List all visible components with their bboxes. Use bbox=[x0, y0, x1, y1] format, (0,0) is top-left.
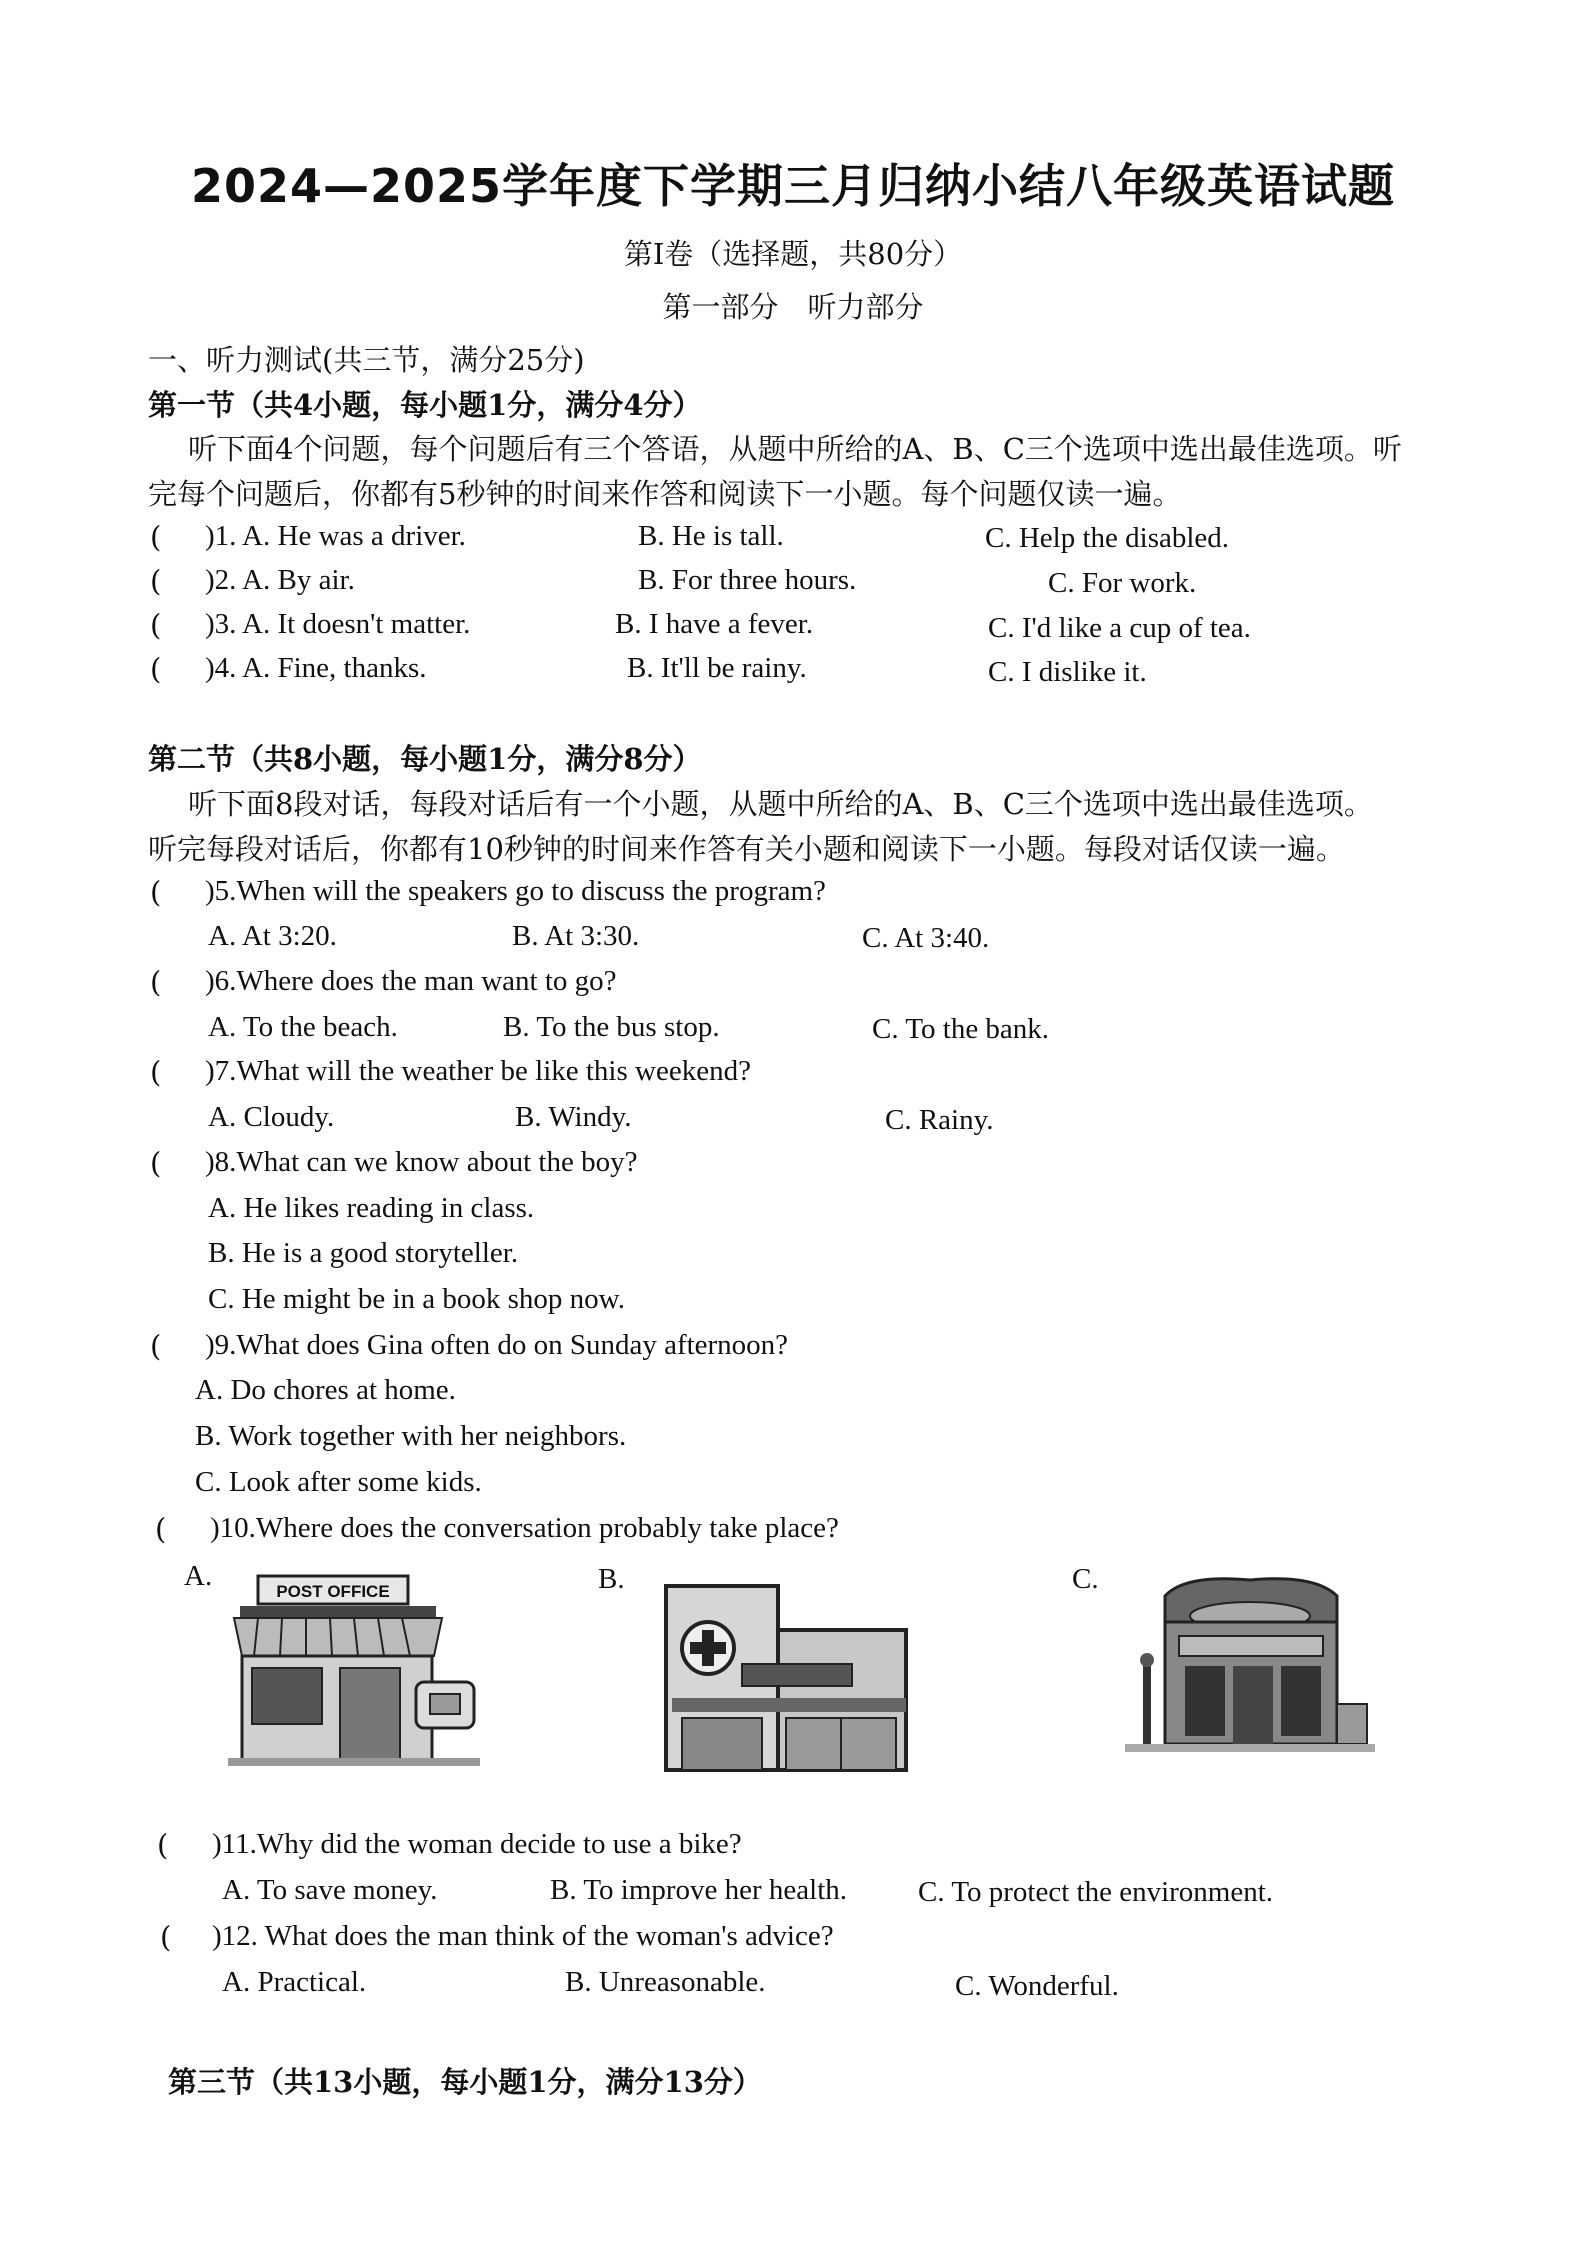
s1-instruction-line1: 听下面4个问题，每个问题后有三个答语，从题中所给的A、B、C三个选项中选出最佳选项。听 bbox=[188, 432, 1402, 466]
q6-option-c: C. To the bank. bbox=[872, 1013, 1050, 1045]
q9-stem: )9.What does Gina often do on Sunday afternoon? bbox=[205, 1329, 789, 1361]
q12-option-b: B. Unreasonable. bbox=[565, 1966, 766, 1998]
answer-paren: ( bbox=[150, 1329, 162, 1363]
q8-option-a: A. He likes reading in class. bbox=[208, 1192, 535, 1224]
s3-heading: 第三节（共13小题，每小题1分，满分13分） bbox=[168, 2065, 762, 2099]
q2-option-b: B. For three hours. bbox=[638, 564, 857, 596]
q9-option-b: B. Work together with her neighbors. bbox=[195, 1420, 627, 1452]
q5-option-c: C. At 3:40. bbox=[862, 922, 990, 954]
q8-stem: )8.What can we know about the boy? bbox=[205, 1146, 638, 1178]
q10-option-a: A. bbox=[184, 1560, 213, 1592]
q4-option-c: C. I dislike it. bbox=[988, 656, 1147, 688]
q11-stem: )11.Why did the woman decide to use a bike? bbox=[212, 1828, 742, 1860]
s2-instruction-line2: 听完每段对话后，你都有10秒钟的时间来作答有关小题和阅读下一小题。每段对话仅读一遍。 bbox=[148, 832, 1345, 866]
answer-paren: ( bbox=[155, 1512, 167, 1546]
shop-picture bbox=[1125, 1574, 1375, 1754]
q10-stem: )10.Where does the conversation probably take place? bbox=[210, 1512, 839, 1544]
q6-option-a: A. To the beach. bbox=[208, 1011, 398, 1043]
q3-option-a: )3. A. It doesn't matter. bbox=[205, 608, 471, 640]
q8-option-c: C. He might be in a book shop now. bbox=[208, 1283, 625, 1315]
q11-option-b: B. To improve her health. bbox=[550, 1874, 848, 1906]
q12-option-a: A. Practical. bbox=[222, 1966, 367, 1998]
answer-paren: ( bbox=[157, 1828, 169, 1862]
q4-option-b: B. It'll be rainy. bbox=[627, 652, 807, 684]
hospital-picture bbox=[658, 1578, 914, 1774]
q10-option-b: B. bbox=[598, 1563, 625, 1595]
q1-option-c: C. Help the disabled. bbox=[985, 522, 1230, 554]
q6-option-b: B. To the bus stop. bbox=[503, 1011, 720, 1043]
q5-stem: )5.When will the speakers go to discuss the program? bbox=[205, 875, 826, 907]
q4-option-a: )4. A. Fine, thanks. bbox=[205, 652, 427, 684]
answer-paren: ( bbox=[150, 1146, 162, 1180]
q11-option-c: C. To protect the environment. bbox=[918, 1876, 1274, 1908]
part-heading: 第一部分 听力部分 bbox=[662, 290, 924, 324]
answer-paren: ( bbox=[150, 965, 162, 999]
q7-option-b: B. Windy. bbox=[515, 1101, 632, 1133]
answer-paren: ( bbox=[150, 1055, 162, 1089]
q5-option-b: B. At 3:30. bbox=[512, 920, 640, 952]
q7-option-a: A. Cloudy. bbox=[208, 1101, 335, 1133]
q3-option-c: C. I'd like a cup of tea. bbox=[988, 612, 1251, 644]
q1-option-a: )1. A. He was a driver. bbox=[205, 520, 466, 552]
q3-option-b: B. I have a fever. bbox=[615, 608, 814, 640]
answer-paren: ( bbox=[150, 608, 162, 642]
answer-paren: ( bbox=[150, 520, 162, 554]
s1-heading: 第一节（共4小题，每小题1分，满分4分） bbox=[148, 388, 702, 422]
q2-option-a: )2. A. By air. bbox=[205, 564, 355, 596]
answer-paren: ( bbox=[150, 652, 162, 686]
q7-option-c: C. Rainy. bbox=[885, 1104, 994, 1136]
answer-paren: ( bbox=[160, 1920, 172, 1954]
q1-option-b: B. He is tall. bbox=[638, 520, 784, 552]
q7-stem: )7.What will the weather be like this weekend? bbox=[205, 1055, 751, 1087]
answer-paren: ( bbox=[150, 564, 162, 598]
post-office-sign: POST OFFICE bbox=[276, 1582, 390, 1601]
s2-instruction-line1: 听下面8段对话，每段对话后有一个小题，从题中所给的A、B、C三个选项中选出最佳选项。 bbox=[188, 787, 1373, 821]
answer-paren: ( bbox=[150, 875, 162, 909]
q9-option-c: C. Look after some kids. bbox=[195, 1466, 482, 1498]
s1-instruction-line2: 完每个问题后，你都有5秒钟的时间来作答和阅读下一小题。每个问题仅读一遍。 bbox=[148, 477, 1182, 511]
q8-option-b: B. He is a good storyteller. bbox=[208, 1237, 519, 1269]
q10-option-c: C. bbox=[1072, 1563, 1099, 1595]
page-title: 2024—2025学年度下学期三月归纳小结八年级英语试题 bbox=[190, 159, 1396, 213]
q6-stem: )6.Where does the man want to go? bbox=[205, 965, 617, 997]
q2-option-c: C. For work. bbox=[1048, 567, 1197, 599]
q11-option-a: A. To save money. bbox=[222, 1874, 438, 1906]
q9-option-a: A. Do chores at home. bbox=[195, 1374, 456, 1406]
volume-heading: 第Ⅰ卷（选择题，共80分） bbox=[623, 237, 963, 271]
q12-option-c: C. Wonderful. bbox=[955, 1970, 1119, 2002]
s2-heading: 第二节（共8小题，每小题1分，满分8分） bbox=[148, 742, 702, 776]
section-heading: 一、听力测试(共三节，满分25分) bbox=[148, 343, 585, 377]
post-office-picture bbox=[228, 1572, 480, 1768]
q12-stem: )12. What does the man think of the woman's advice? bbox=[212, 1920, 834, 1952]
q5-option-a: A. At 3:20. bbox=[208, 920, 337, 952]
